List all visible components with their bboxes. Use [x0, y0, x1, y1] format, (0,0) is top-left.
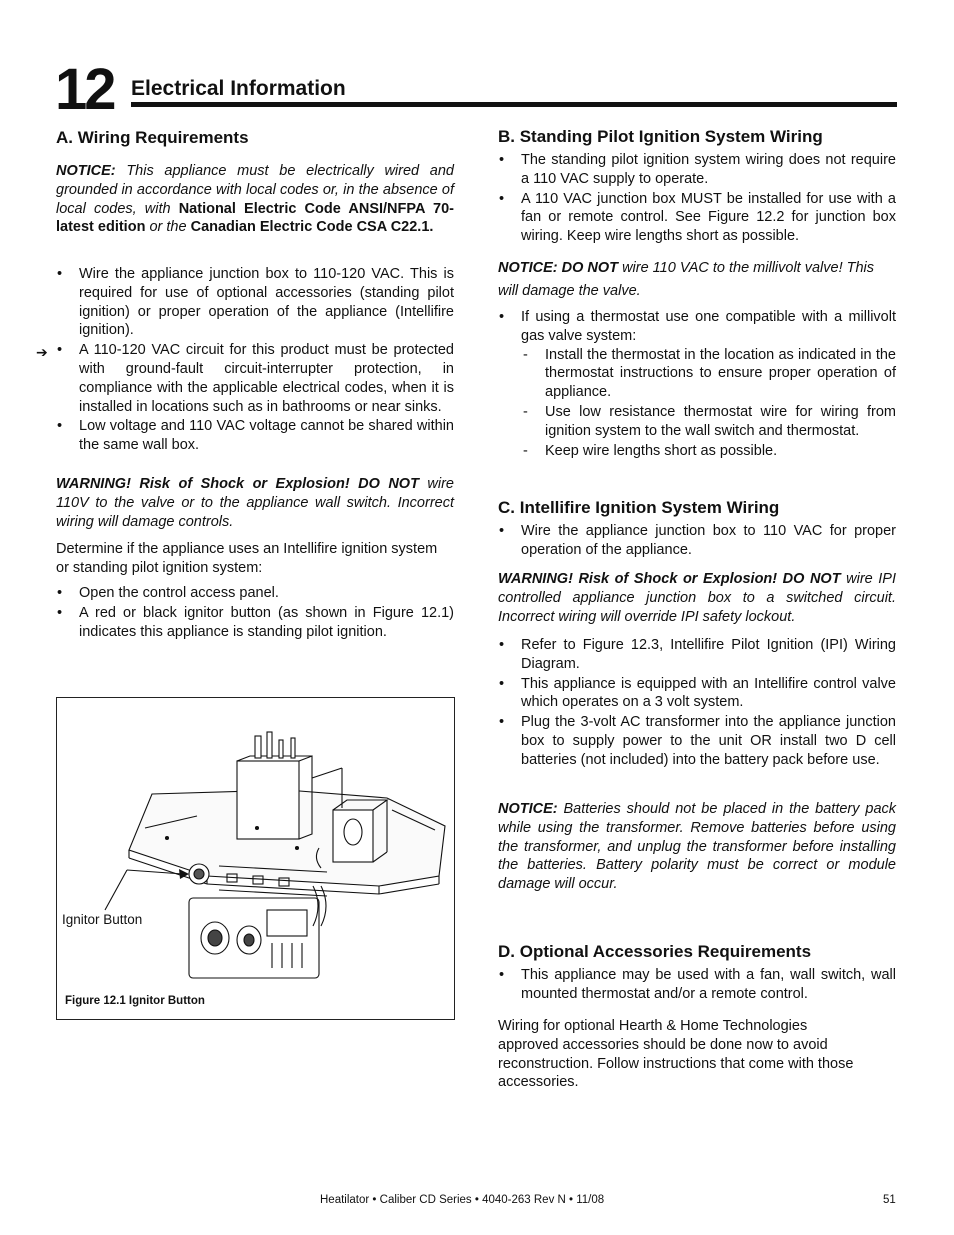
- list-item: • Wire the appliance junction box to 110 VAC for proper operation of the appliance.: [498, 522, 896, 560]
- header-rule: [131, 102, 897, 107]
- notice-label: NOTICE:: [498, 801, 558, 817]
- thermostat-bullet-text: If using a thermostat use one compatible with a millivolt gas valve system:: [521, 309, 896, 344]
- section-c-notice: [498, 800, 896, 894]
- thermostat-sub-list: [521, 346, 896, 461]
- page-number: 51: [883, 1194, 896, 1206]
- list-item: • This appliance may be used with a fan, wall switch, wall mounted thermostat and/or a remote control.: [498, 966, 896, 1004]
- sub-list-item: - Keep wire lengths short as possible.: [521, 442, 896, 461]
- section-b-thermostat: [498, 308, 896, 461]
- notice-code-nec: National Electric Code ANSI/NFPA 70-latest edition: [56, 200, 454, 236]
- section-a-heading: A. Wiring Requirements: [56, 128, 249, 147]
- list-item: • Open the control access panel.: [56, 584, 454, 603]
- chapter-title: Electrical Information: [131, 77, 346, 100]
- list-item: • The standing pilot ignition system wiring does not require a 110 VAC supply to operate.: [498, 151, 896, 189]
- notice-label: NOTICE:: [56, 163, 116, 179]
- section-d-heading: D. Optional Accessories Requirements: [498, 942, 812, 961]
- determine-paragraph: Determine if the appliance uses an Intellifire ignition system or standing pilot ignition system:: [56, 541, 438, 576]
- list-item: [498, 308, 896, 460]
- chapter-number: 12: [55, 57, 114, 122]
- list-item: • This appliance is equipped with an Intellifire control valve which operates on a 3 volt system.: [498, 675, 896, 713]
- notice-code-csa: Canadian Electric Code CSA C22.1.: [190, 219, 434, 236]
- section-b-bullets: [498, 151, 896, 247]
- footer-text: Heatilator • Caliber CD Series • 4040-263 Rev N • 11/08: [320, 1194, 605, 1206]
- section-a-notice: [56, 162, 454, 237]
- section-a-bullets: [56, 265, 454, 456]
- warning-label: WARNING! Risk of Shock or Explosion! DO NOT: [56, 476, 419, 492]
- section-c-bullet-1: [498, 522, 896, 561]
- section-c-heading: C. Intellifire Ignition System Wiring: [498, 498, 780, 517]
- list-item: • Refer to Figure 12.3, Intellifire Pilot Ignition (IPI) Wiring Diagram.: [498, 636, 896, 674]
- section-b-notice: [498, 257, 896, 303]
- warning-text: wire IPI controlled appliance junction box to a switched circuit. Incorrect wiring will override IPI safety lockout.: [498, 571, 897, 625]
- list-item: • Wire the appliance junction box to 110-120 VAC. This is required for use of optional accessories (standing pilot ignition) or proper operation of the appliance (Intellifire ignition).: [56, 265, 454, 340]
- ignitor-button-illustration: [57, 698, 453, 1017]
- notice-text: wire 110 VAC to the millivolt valve! This will damage the valve.: [498, 260, 875, 299]
- figure-caption: Figure 12.1 Ignitor Button: [65, 995, 205, 1007]
- notice-text: Batteries should not be placed in the battery pack while using the transformer. Remove batteries before using the transformer, and unplug the transformer before installing the batteries. Battery polarity must be correct or module damage will occur.: [498, 801, 897, 893]
- list-item: • Low voltage and 110 VAC voltage cannot be shared within the same wall box.: [56, 417, 454, 455]
- list-item: • A 110-120 VAC circuit for this product must be protected with ground-fault circuit-interrupter protection, in compliance with the applicable electrical codes, when it is installed in locations such as in bathrooms or near sinks.: [56, 341, 454, 416]
- list-item: • A 110 VAC junction box MUST be installed for use with a fan or remote control. See Figure 12.2 for junction box wiring. Keep wire lengths short as possible.: [498, 190, 896, 246]
- notice-text: This appliance must be electrically wired and grounded in accordance with local codes or, in the absence of local codes, with: [56, 163, 454, 217]
- section-c-bullets: [498, 636, 896, 771]
- sub-list-item: - Use low resistance thermostat wire for wiring from ignition system to the wall switch and thermostat.: [521, 403, 896, 441]
- section-d-paragraph: Wiring for optional Hearth & Home Technologies approved accessories should be done now to avoid reconstruction. Follow instructions that come with those accessories.: [498, 1018, 854, 1091]
- arrow-icon: ➔: [36, 344, 48, 360]
- notice-label: NOTICE: DO NOT: [498, 260, 619, 276]
- section-a-bullets-2: [56, 584, 454, 642]
- list-item: • Plug the 3-volt AC transformer into the appliance junction box to supply power to the unit OR install two D cell batteries (not included) into the battery pack before use.: [498, 713, 896, 769]
- list-item: • A red or black ignitor button (as shown in Figure 12.1) indicates this appliance is standing pilot ignition.: [56, 604, 454, 642]
- section-b-heading: B. Standing Pilot Ignition System Wiring: [498, 127, 823, 146]
- figure-callout-label: Ignitor Button: [62, 912, 143, 927]
- warning-text: wire 110V to the valve or to the appliance wall switch. Incorrect wiring will damage controls.: [56, 476, 454, 530]
- section-d-bullet: [498, 966, 896, 1005]
- notice-text-or: or the: [149, 219, 187, 236]
- sub-list-item: - Install the thermostat in the location as indicated in the thermostat instructions to ensure proper operation of appliance.: [521, 346, 896, 402]
- warning-label: WARNING! Risk of Shock or Explosion! DO NOT: [498, 571, 841, 587]
- section-c-warning: [498, 570, 896, 626]
- section-a-warning: [56, 475, 454, 531]
